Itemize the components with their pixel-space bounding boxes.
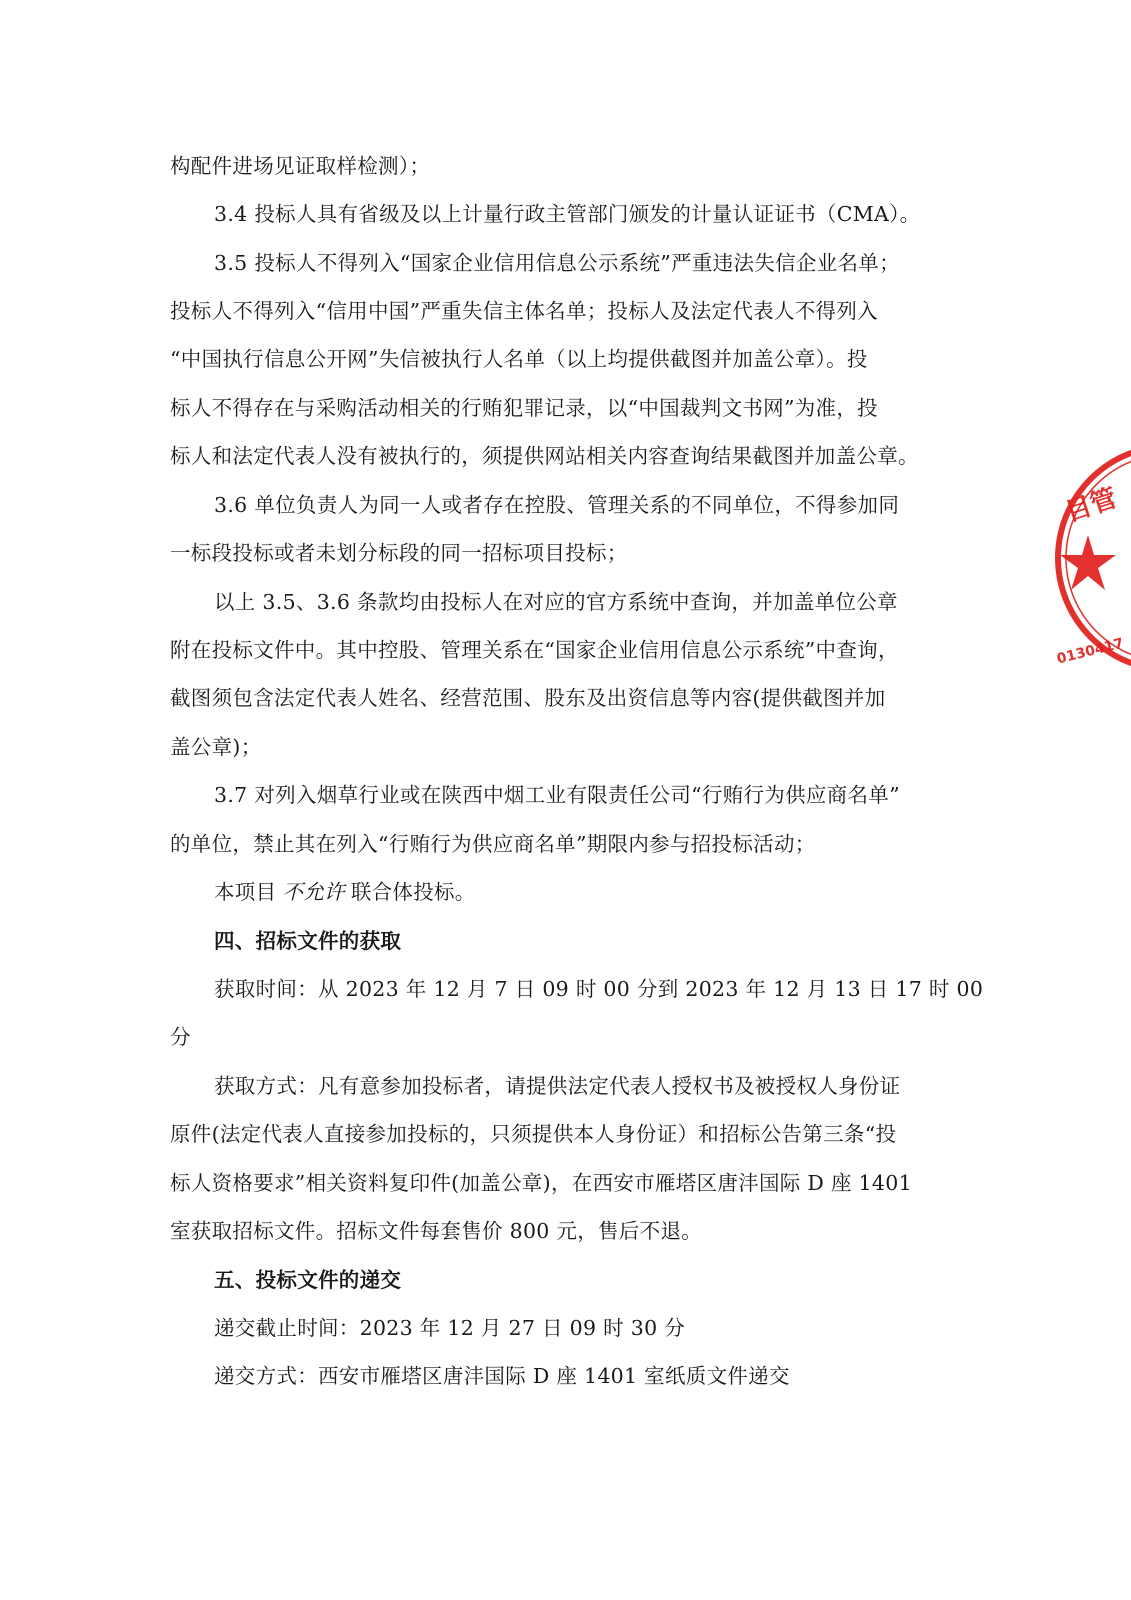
paragraph-line: 附在投标文件中。其中控股、管理关系在“国家企业信用信息公示系统”中查询， [170, 638, 899, 662]
acquire-method-line: 室获取招标文件。招标文件每套售价 800 元，售后不退。 [170, 1219, 703, 1243]
paragraph-line: 截图须包含法定代表人姓名、经营范围、股东及出资信息等内容(提供截图并加 [170, 686, 886, 710]
joint-bid-prefix: 本项目 [214, 880, 277, 904]
seal-text: 目管 [1061, 483, 1121, 528]
paragraph-line: 3.5 投标人不得列入“国家企业信用信息公示系统”严重违法失信企业名单； [214, 251, 900, 275]
section-heading: 五、投标文件的递交 [214, 1268, 402, 1292]
section-heading: 四、招标文件的获取 [214, 929, 402, 953]
paragraph-line: 一标段投标或者未划分标段的同一招标项目投标； [170, 541, 628, 565]
seal-number: 0130417 [1055, 635, 1126, 668]
paragraph-line: 以上 3.5、3.6 条款均由投标人在对应的官方系统中查询，并加盖单位公章 [214, 590, 898, 614]
acquire-method-line: 标人资格要求”相关资料复印件(加盖公章)，在西安市雁塔区唐沣国际 D 座 1401 [170, 1171, 912, 1195]
paragraph-line: 构配件进场见证取样检测）； [170, 154, 431, 178]
paragraph-line: 3.6 单位负责人为同一人或者存在控股、管理关系的不同单位，不得参加同 [214, 493, 900, 517]
joint-bid-suffix: 联合体投标。 [350, 880, 476, 904]
joint-bid-line [214, 877, 1014, 907]
submit-deadline-line: 递交截止时间：2023 年 12 月 27 日 09 时 30 分 [214, 1316, 686, 1340]
acquire-method-line: 获取方式：凡有意参加投标者，请提供法定代表人授权书及被授权人身份证 [214, 1074, 901, 1098]
acquire-time-line: 分 [170, 1025, 191, 1049]
submit-method-line: 递交方式：西安市雁塔区唐沣国际 D 座 1401 室纸质文件递交 [214, 1364, 790, 1388]
paragraph-line: 3.7 对列入烟草行业或在陕西中烟工业有限责任公司“行贿行为供应商名单” [214, 783, 900, 807]
paragraph-line: 盖公章)； [170, 735, 262, 759]
acquire-method-line: 原件(法定代表人直接参加投标的，只须提供本人身份证）和招标公告第三条“投 [170, 1122, 897, 1146]
official-seal-stamp [1050, 440, 1131, 680]
paragraph-line: 的单位，禁止其在列入“行贿行为供应商名单”期限内参与招投标活动； [170, 832, 816, 856]
acquire-time-line: 获取时间：从 2023 年 12 月 7 日 09 时 00 分到 2023 年 12 月 13 日 17 时 00 [214, 977, 984, 1001]
paragraph-line: 3.4 投标人具有省级及以上计量行政主管部门颁发的计量认证证书（CMA）。 [214, 202, 921, 226]
paragraph-line: 标人不得存在与采购活动相关的行贿犯罪记录，以“中国裁判文书网”为准，投 [170, 396, 878, 420]
paragraph-line: 标人和法定代表人没有被执行的，须提供网站相关内容查询结果截图并加盖公章。 [170, 444, 919, 468]
joint-bid-value: 不允许 [282, 880, 345, 904]
paragraph-line: 投标人不得列入“信用中国”严重失信主体名单；投标人及法定代表人不得列入 [170, 299, 878, 323]
paragraph-line: “中国执行信息公开网”失信被执行人名单（以上均提供截图并加盖公章）。投 [170, 347, 868, 371]
